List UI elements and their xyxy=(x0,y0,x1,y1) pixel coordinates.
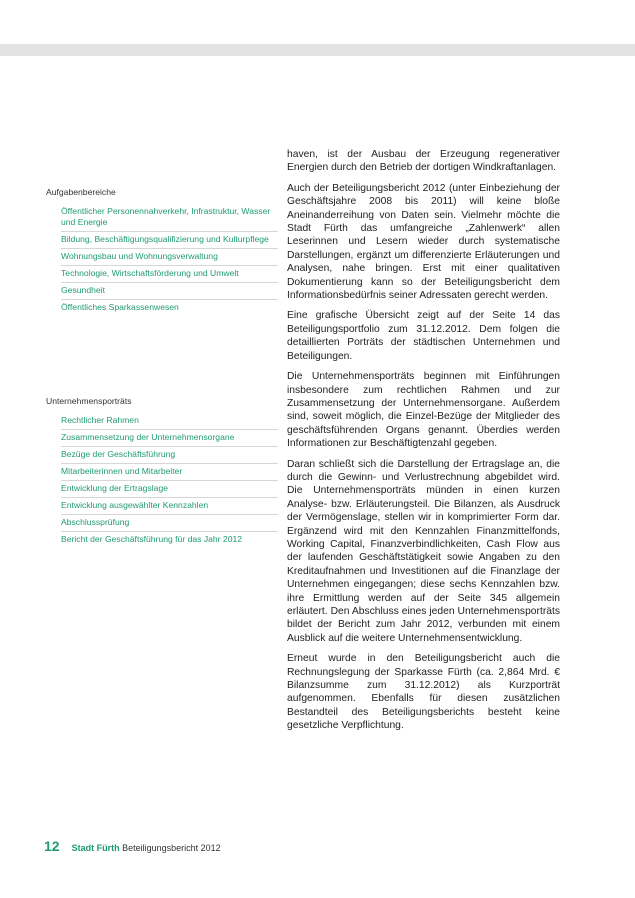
list-item[interactable]: Wohnungsbau und Wohnungsverwaltung xyxy=(61,249,278,266)
list-item[interactable]: Bericht der Geschäftsführung für das Jahr 2012 xyxy=(61,534,243,544)
list-item[interactable]: Rechtlicher Rahmen xyxy=(61,413,278,430)
paragraph: Auch der Beteiligungsbericht 2012 (unter Einbeziehung der Geschäftsjahre 2008 bis 2011) will keine bloße Aneinanderreihung von Daten sein. Vielmehr möchte die Stadt Fürth das umfangreiche „Zahlenwerk“ allen Leserinnen und Lesern wieder durch systematische Darstellungen, ergänzt um differenzierte Erläuterungen und Analysen, nahe bringen. Erst mit einer qualitativen Dokumentierung kann so der Beteiligungsbericht dem Informationsbedürfnis seiner Adressaten gerecht werden. xyxy=(287,182,560,302)
section-title: Aufgabenbereiche xyxy=(46,187,116,197)
page-footer xyxy=(44,838,221,854)
list-item[interactable]: Zusammensetzung der Unternehmensorgane xyxy=(61,430,278,447)
paragraph: Erneut wurde in den Beteiligungsbericht auch die Rechnungslegung der Sparkasse Fürth (ca. 2,864 Mrd. € Bilanzsumme zum 31.12.2012) als Kurzporträt aufgenommen. Ebenfalls für diesen zusätzlichen Bestandteil des Beteiligungsberichts besteht keine gesetzliche Verpflichtung. xyxy=(287,653,560,732)
list-item[interactable]: Öffentliches Sparkassenwesen xyxy=(61,302,179,312)
list-item[interactable]: Abschlussprüfung xyxy=(61,515,278,532)
paragraph: Die Unternehmensporträts beginnen mit Einführungen insbesondere zum rechtlichen Rahmen und zur Zusammensetzung der Unternehmensorgane. Außerdem sind, soweit möglich, die Einzel-Bezüge der Mitglieder des geschäftsführenden Organs genannt. Überdies werden Informationen zur Beschäftigtenzahl gegeben. xyxy=(287,371,560,450)
body-text xyxy=(287,148,560,740)
aufgaben-list xyxy=(61,204,278,316)
portraets-list xyxy=(61,413,278,548)
list-item[interactable]: Gesundheit xyxy=(61,283,278,300)
paragraph: Daran schließt sich die Darstellung der Ertragslage an, die durch die Gewinn- und Verlustrechnung abgebildet wird. Die Unternehmensporträts münden in einen kurzen Analyse- bzw. Erläuterungsteil. Die Bilanzen, als Ausdruck der Vermögenslage, stellen wir in komprimierter Form dar. Ergänzend wird mit den Kennzahlen Finanzmittelfonds, Working Capital, Finanzverbindlichkeiten, Cash Flow aus der laufenden Geschäftstätigkeit sowie Angaben zu den Kreditaufnahmen und Investitionen auf die Finanzlage der Unternehmen eingegangen; diese sechs Kennzahlen bzw. ihre Ermittlung werden auf der Seite 345 allgemein erläutert. Den Abschluss eines jeden Unternehmensporträts bildet der Bericht zum Jahr 2012, verbunden mit einem Ausblick auf die weitere Unternehmensentwicklung. xyxy=(287,458,560,644)
section-unternehmensportraets xyxy=(46,396,278,548)
list-item[interactable]: Entwicklung der Ertragslage xyxy=(61,481,278,498)
list-item[interactable]: Entwicklung ausgewählter Kennzahlen xyxy=(61,498,278,515)
header-band xyxy=(0,44,635,56)
footer-brand: Stadt Fürth xyxy=(71,843,120,853)
list-item[interactable]: Technologie, Wirtschaftsförderung und Umwelt xyxy=(61,266,278,283)
list-item[interactable]: Öffentlicher Personennahverkehr, Infrastruktur, Wasser und Energie xyxy=(61,204,278,232)
list-item[interactable]: Mitarbeiterinnen und Mitarbeiter xyxy=(61,464,278,481)
paragraph: Eine grafische Übersicht zeigt auf der Seite 14 das Beteiligungsportfolio zum 31.12.2012. Dem folgen die detaillierten Porträts der städtischen Unternehmen und Beteiligungen. xyxy=(287,310,560,362)
page-number: 12 xyxy=(44,838,60,854)
section-aufgabenbereiche xyxy=(46,187,278,316)
list-item[interactable]: Bildung, Beschäftigungsqualifizierung und Kulturpflege xyxy=(61,232,278,249)
section-title: Unternehmensporträts xyxy=(46,396,132,406)
paragraph: haven, ist der Ausbau der Erzeugung regenerativer Energien durch den Betrieb der dortigen Windkraftanlagen. xyxy=(287,149,560,174)
list-item[interactable]: Bezüge der Geschäftsführung xyxy=(61,447,278,464)
footer-report-title: Beteiligungsbericht 2012 xyxy=(122,843,221,853)
